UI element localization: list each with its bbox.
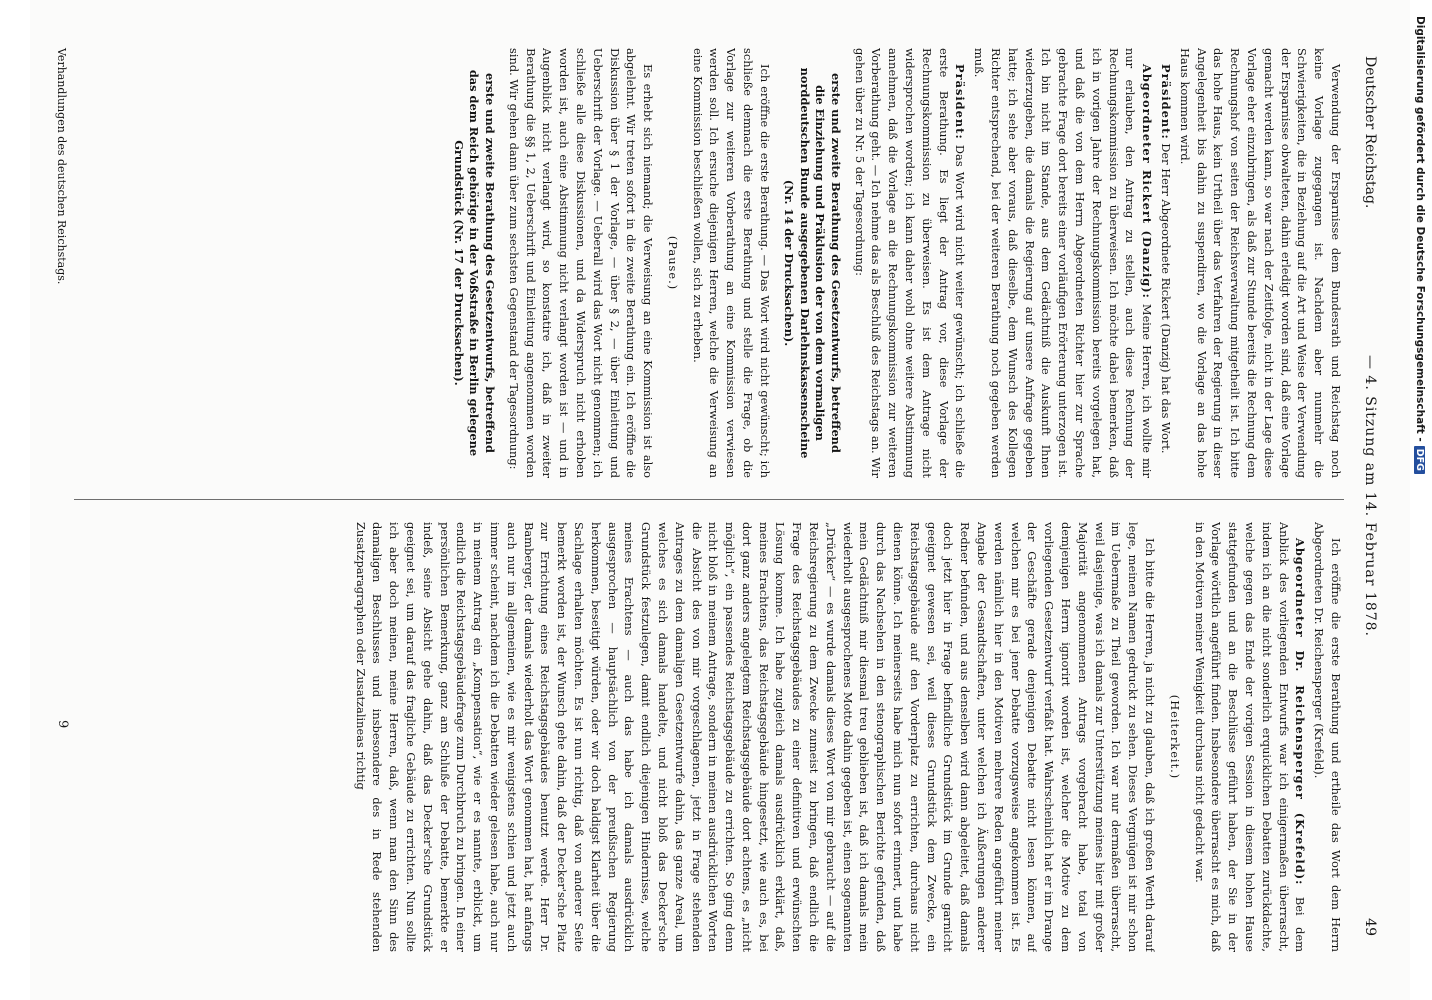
- paragraph-text: Meine Herren, ich wollte mir nur erlauben, den Antrag zu stellen, auch diese Rechnung der Rechnungskommission zu überweisen. Ich möchte dabei bemerken, daß ich in vorigen Jahre der Rechnungskommission bereits vorgelegen hat, und daß die von dem Herrn Abgeordneten Richter hier zur Sprache gebrachte Frage dort bereits einer vorläufigen Erörterung unterzogen ist. Ich bin nicht im Stande, aus dem Gedächtniß die Auskunft Ihnen wiederzugeben, die damals die Regierung auf unsere Anfrage gegeben hatte; ich sehe aber voraus, daß dieselbe, dem Wunsch des Kollegen Richter entsprechend, bei der weiteren Berathung noch gegeben werden muß.: [972, 48, 1155, 478]
- page-number: 49: [1362, 918, 1378, 936]
- scanned-page: [30, 0, 1410, 1000]
- right-paragraph-3: Ich bitte die Herren, ja nicht zu glauben, daß ich großen Werth darauf lege, meinen Namen gedruckt zu sehen. Dieses Vergnügen ist mir schon im Uebermaße zu Theil geworden. Ich war nur dermaßen überrascht, weil dasjenige, was ich damals zur Unterstützung meines hier mit großer Majorität angenommenen Antrags vorgebracht habe, total von demjenigen Herrn ignorirt worden ist, welcher die Motive zu dem vorliegenden Gesetzentwurf verfaßt hat. Wahrscheinlich hat er im Drange der Geschäfte gerade denjenigen Debatte nicht lesen können, auf welchen mir es bei jener Debatte vorzugsweise angekommen ist. Es werden nämlich hier in den Motiven mehrere Reden angeführt meiner Angabe der Gesandtschaften, unter welchen ich Äußerungen anderer Redner befunden, und aus denselben wird dann abgeleitet, daß damals doch jetzt hier in Frage befindliche Grundstück im Grunde garnicht geeignet gewesen sei, weil dieses Grundstück dem Zwecke, ein Reichstagsgebäude auf den Vorderplatz zu errichten, durchaus nicht dienen könne. Ich meinerseits habe mich nun sofort erinnert, und habe durch das Nachsehen in den stenographischen Berichte gefunden, daß mein Gedächtniß mir diesmal treu geblieben ist, daß ich damals mein wiederholt ausgesprochenes Motto dahin gegeben ist, einen sogenannten „Drücker“ — es wurde damals dieses Wort von mir gebraucht — auf die Reichsregierung zu dem Zwecke zumeist zu bringen, daß endlich die Frage des Reichstagsgebäudes zu einer definitiven und erwünschten Lösung komme. Ich habe zugleich damals ausdrücklich erklärt, daß, meines Erachtens, das Reichstagsgebäude hingesetzt, wie auch es, bei dort ganz anders angelegtem Reichstagsgebäude dort achtens, es „nicht möglich“, ein passendes Reichstagsgebäude zu errichten. So ging denn nicht bloß in meinem Antrage, sondern in meinen ausdrücklichen Worten die Absicht des von mir vorgeschlagenen, jetzt in Frage stehenden Antrages zu dem damaligen Gesetzentwurfe dahin, das ganze Areal, um welches es sich damals handelte, und nicht bloß das Decker'sche Grundstück festzulegen, damit endlich diejenigen Hindernisse, welche meines Erachtens — auch das habe ich damals ausdrücklich ausgesprochen — hauptsächlich von der preußischen Regierung herkommen, beseitigt würden, oder wir doch baldigst Klarheit über die Sachlage erhalten möchten. Es ist nun richtig, daß von anderer Seite bemerkt worden ist, der Wunsch gehe dahin, daß der Decker'sche Platz zur Errichtung eines Reichstagsgebäudes benutzt werde. Herr Dr. Bamberger, der damals wiederholt das Wort genommen hat, hat anfangs auch nur im allgemeinen, wie es mir wenigstens schien und jetzt auch immer scheint, nachdem ich die Debatten wieder gelesen habe, auch nur in meinem Antrag ein „Kompensation“, wie er es nannte, erblickt, um endlich die Reichstagsgebäudefrage zum Durchbruch zu bringen. In einer persönlichen Bemerkung, ganz am Schluße der Debatte, bemerkte er indeß, seine Absicht gehe dahin, daß das Decker'sche Grundstück geeignet sei, um darauf das fragliche Gebäude zu errichten. Nun sollte ich aber doch meinen, meine Herren, daß, wenn man den Sinn des damaligen Beschlusses und insbesondere des in Rede stehenden Zusatzparagraphen oder Zusatzalineas richtig: [353, 522, 1158, 952]
- left-paragraph-2: [1157, 48, 1174, 478]
- right-column: [64, 522, 1344, 952]
- paragraph-text: Der Herr Abgeordnete Rickert (Danzig) hat das Wort.: [1159, 143, 1174, 454]
- left-paragraph-4: [851, 48, 969, 478]
- agenda-heading-1: erste und zweite Berathung des Gesetzentwurfs, betreffend die Einziehung und Präklusion der von dem vormaligen norddeutschen Bunde ausgegebenen Darlehnskassenscheine (Nr. 14 der Drucksachen).: [782, 67, 843, 459]
- left-paragraph-1: Verwendung der Ersparnisse dem Bundesrath und Reichstag noch keine Vorlage zugegangen ist. Nachdem aber nunmehr die Schwierigkeiten, die in Beziehung auf die Art und Weise der Verwendung der Ersparnisse obwalteten, dahin erledigt worden sind, daß eine Vorlage gemacht werden kann, so war nach der Zeitfolge, nicht in der Lage diese Vorlage eher einzubringen, als daß zur Stunde bereits die Rechnung dem Rechnungshof von seiten der Reichsverwaltung mitgetheilt ist. Ich bitte das hohe Haus, kein Urtheil über das Verfahren der Regierung in dieser Angelegenheit bis dahin zu suspendiren, wo die Vorlage an das hohe Haus kommen wird.: [1177, 48, 1343, 478]
- speaker-label: Präsident:: [953, 64, 968, 140]
- speaker-label: Abgeordneter Dr. Reichensperger (Krefeld):: [1293, 538, 1308, 886]
- left-paragraph-3: [970, 48, 1155, 478]
- running-head-session: — 4. Sitzung am 14. Februar 1878.: [1362, 354, 1378, 638]
- funding-text: Digitalisierung gefördert durch die Deutsche Forschungsgemeinschaft -: [1414, 16, 1426, 442]
- signature-mark: 9: [55, 720, 70, 729]
- running-head: [1352, 56, 1382, 936]
- paragraph-text: Bei dem Anblick des vorliegenden Entwurfs war ich einigermaßen überrascht, indem ich an die nicht sonderlich erquicklichen Debatten zurückdachte, welche gegen das Ende der vorigen Session in diesem hohen Hause stattgefunden und an die Beschlüsse geführt haben, der Sie in der Vorlage wörtlich angeführt finden. Insbesondere überrascht es mich, daß in den Motiven meiner Wenigkeit durchaus nicht gedacht war.: [1192, 522, 1308, 952]
- left-column: [64, 48, 1344, 478]
- left-paragraph-5: Ich eröffne die erste Berathung. — Das Wort wird nicht gewünscht; ich schließe demnach die erste Berathung und stelle die Frage, ob die Vorlage zur weiteren Vorberathung an eine Kommission verwiesen werden soll. Ich ersuche diejenigen Herren, welche die Verweisung an eine Kommission beschließen wollen, sich zu erheben.: [690, 48, 772, 478]
- agenda-heading-2: erste und zweite Berathung des Gesetzentwurfs, betreffend das dem Reich gehörige in der Voßstraße in Berlin gelegene Grundstück (Nr. 17 der Drucksachen).: [451, 69, 497, 457]
- running-head-title: Deutscher Reichstag.: [1362, 56, 1378, 209]
- footnote: Verhandlungen des deutschen Reichstags.: [55, 48, 68, 285]
- column-divider: [74, 499, 1344, 500]
- dfg-logo: DFG: [1414, 446, 1425, 474]
- funding-strip: [1412, 16, 1426, 716]
- right-paragraph-2: [1191, 522, 1309, 952]
- left-paragraph-6: Es erhebt sich niemand; die Verweisung an eine Kommission ist also abgelehnt. Wir treten sofort in die zweite Berathung ein. Ich eröffne die Diskussion über § 1 der Vorlage, — über § 2, — über Einleitung und Ueberschrift der Vorlage. — Ueberall wird das Wort nicht genommen; ich schließe alle diese Diskussionen, und da Widerspruch nicht erhoben worden ist, auch eine Abstimmung nicht verlangt worden ist — und in Augenblick nicht verlangt wird, so konstatire ich, daß in zweiter Berathung die §§ 1, 2, Ueberschrift und Einleitung angenommen worden sind. Wir gehen dann über zum sechsten Gegenstand der Tagesordnung:: [506, 48, 656, 478]
- paragraph-text: Das Wort wird nicht weiter gewünscht; ich schließe die erste Berathung. Es liegt der Antrag vor, diese Vorlage der Rechnungskommission zu überweisen. Es ist dem Antrage nicht widersprochen worden; ich kann daher wohl ohne weitere Abstimmung annehmen, daß die Vorlage an die Rechnungskommission zur weiteren Vorberathung geht. — Ich nehme das als Beschluß des Reichstags an. Wir gehen über zu Nr. 5 der Tagesordnung:: [852, 48, 968, 478]
- speaker-label: Abgeordneter Rickert (Danzig):: [1140, 64, 1155, 299]
- right-paragraph-1: Ich eröffne die erste Berathung und ertheile das Wort dem Herrn Abgeordneten Dr. Reichensperger (Krefeld).: [1312, 522, 1343, 952]
- speaker-label: Präsident:: [1159, 64, 1174, 140]
- pause-note: (Pause.): [665, 235, 680, 291]
- laughter-note: (Heiterkeit.): [1167, 694, 1182, 780]
